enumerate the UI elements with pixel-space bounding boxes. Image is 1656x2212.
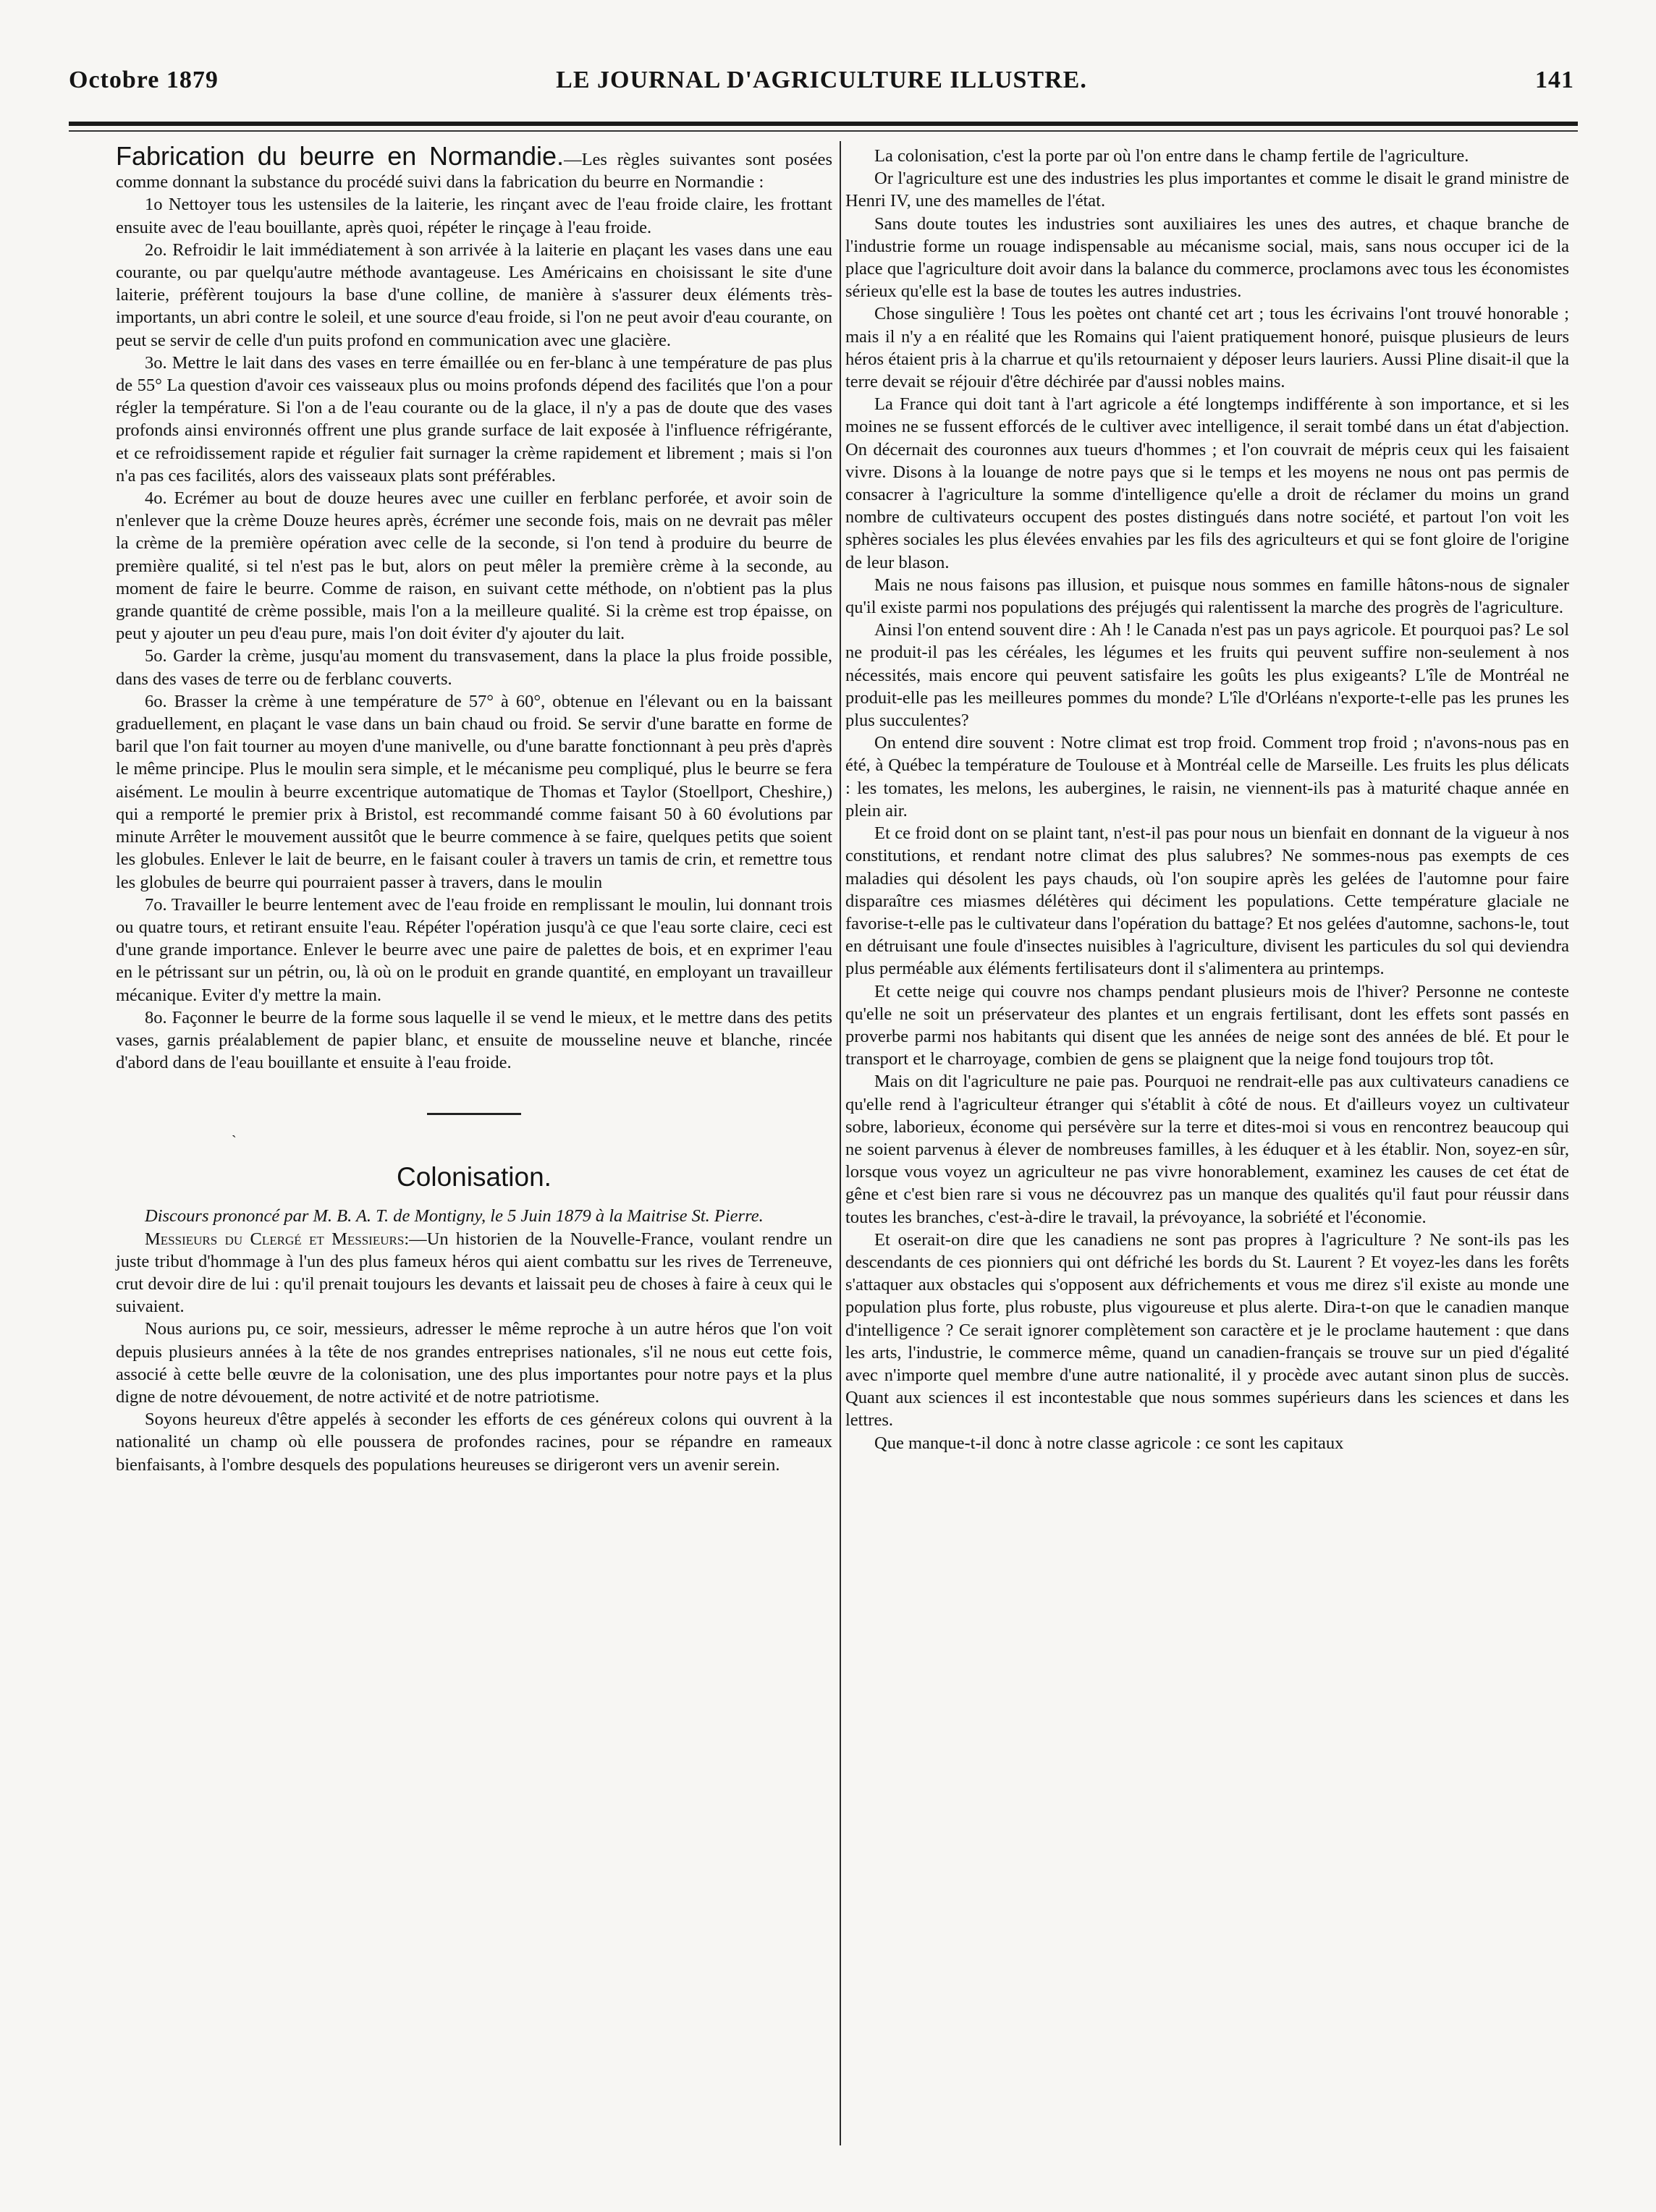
- colonisation-paragraph: La colonisation, c'est la porte par où l'on entre dans le champ fertile de l'agriculture.: [874, 146, 1469, 166]
- colonisation-paragraph: Et ce froid dont on se plaint tant, n'est-il pas pour nous un bienfait en donnant de la vigueur à nos constitutions, et rendant notre climat des plus salubres? Ne sommes-nous pas exempts de ces maladies qui désolent les pays chauds, où l'on soupire après les gelées de l'automne pour faire disparaître ces miasmes délétères qui déciment les populations. Cette température glaciale ne favorise-t-elle pas le cultivateur dans l'opération du battage? Et nos gelées d'automne, sachons-le, tout en détruisant une foule d'insectes nuisibles à l'agriculture, divisent les particules du sol qui deviendra plus perméable aux éléments fertilisateurs dont il s'alimentera au printemps.: [845, 823, 1569, 979]
- header-page-number: 141: [1535, 67, 1574, 93]
- colonisation-paragraph: Soyons heureux d'être appelés à seconder les efforts de ces généreux colons qui ouvrent à la nationalité un champ où elle poussera de profondes racines, pour se répandre en rameaux bienfaisants, à l'ombre desquels des populations heureuses se dirigeront vers un avenir serein.: [116, 1410, 832, 1475]
- header-rule-thick: [69, 122, 1578, 126]
- colonisation-paragraph: On entend dire souvent : Notre climat est trop froid. Comment trop froid ; n'avons-nous pas en été, à Québec la température de Toulouse et à Montréal celle de Marseille. Les fruits les plus délicats : les tomates, les melons, les aubergines, le raisin, ne viennent-ils pas à maturité chaque année en plein air.: [845, 733, 1569, 821]
- column-divider: [840, 141, 841, 2145]
- colonisation-paragraph: Et cette neige qui couvre nos champs pendant plusieurs mois de l'hiver? Personne ne conteste qu'elle ne soit un préservateur des plantes et un engrais fertilisant, dont les effets sont passés en proverbe parmi nos habitants qui disent que les années de neige sont des années de blé. Et pour le transport et le charroyage, combien de gens se plaignent que la neige fond toujours trop tôt.: [845, 981, 1569, 1069]
- colonisation-paragraph: Mais ne nous faisons pas illusion, et puisque nous sommes en famille hâtons-nous de signaler qu'il existe parmi nos populations des préjugés qui ralentissent la marche des progrès de l'agriculture.: [845, 575, 1569, 618]
- colonisation-paragraph: Nous aurions pu, ce soir, messieurs, adresser le même reproche à un autre héros que l'on voit depuis plusieurs années à la tête de nos grandes entreprises nationales, s'il ne nous eut cette fois, associé à cette belle œuvre de la colonisation, une des plus importantes pour notre pays et la plus digne de notre dévouement, de notre activité et de notre patriotisme.: [116, 1319, 832, 1407]
- butter-step: 1o Nettoyer tous les ustensiles de la laiterie, les rinçant avec de l'eau froide claire, les frottant ensuite avec de l'eau bouillante, après quoi, répéter le rinçage à l'eau froide.: [116, 195, 832, 237]
- butter-step: 7o. Travailler le beurre lentement avec de l'eau froide en remplissant le moulin, lui donnant trois ou quatre tours, et retirant ensuite l'eau. Répéter l'opération jusqu'à ce que l'eau sorte claire, ceci est d'une grande importance. Enlever le beurre avec une paire de palettes de bois, et en exprimer l'eau en le pétrissant sur un pétrin, ou, là où on le produit en grande quantité, en employant un travailleur mécanique. Eviter d'y mettre la main.: [116, 894, 832, 1005]
- colonisation-paragraph: Chose singulière ! Tous les poètes ont chanté cet art ; tous les écrivains l'ont trouvé honorable ; mais il n'y a en réalité que les Romains qui l'aient pratiquement honoré, puisque plusieurs de leurs héros étaient pris à la charrue et qu'ils retournaient y déposer leurs lauriers. Aussi Pline disait-il que la terre devait se réjouir d'être déchirée par d'aussi nobles mains.: [845, 304, 1569, 392]
- print-speck: `: [232, 1133, 237, 1150]
- colonisation-paragraph: Sans doute toutes les industries sont auxiliaires les unes des autres, et chaque branche de l'industrie forme un rouage indispensable au mécanisme social, mais, sans nous occuper ici de la place que l'agriculture doit avoir dans la balance du commerce, proclamons avec tous les économistes sérieux qu'elle est la base de toutes les autres industries.: [845, 213, 1569, 302]
- colonisation-opening-paragraph: [116, 1228, 832, 1318]
- butter-step: 4o. Ecrémer au bout de douze heures avec une cuiller en ferblanc perforée, et avoir soin de n'enlever que la crème Douze heures après, écrémer une seconde fois, mais on ne devrait pas mêler la crème de la première opération avec celle de la seconde, si l'on tend à produire du beurre de première qualité, si tel n'est pas le but, alors on peut mêler la première crème à la seconde, au moment de faire le beurre. Comme de raison, en suivant cette méthode, on n'obtient pas la plus grande quantité de crème possible, mais l'on a la meilleure qualité. Si la crème est trop épaisse, on peut y ajouter un peu d'eau pure, mais l'on doit éviter d'y ajouter du lait.: [116, 488, 832, 644]
- colonisation-paragraph: Or l'agriculture est une des industries les plus importantes et comme le disait le grand ministre de Henri IV, une des mamelles de l'état.: [845, 169, 1569, 211]
- butter-step: 5o. Garder la crème, jusqu'au moment du transvasement, dans la place la plus froide possible, dans des vases de terre ou de ferblanc couverts.: [116, 646, 832, 689]
- butter-step: 6o. Brasser la crème à une température de 57° à 60°, obtenue en l'élevant ou en la baissant graduellement, en plaçant le vase dans un bain chaud ou froid. Se servir d'une baratte en forme de baril que l'on fait tourner au moyen d'une manivelle, ou d'une baratte fonctionnant à peu près d'après le même principe. Plus le moulin sera simple, et le mécanisme peu compliqué, plus le beurre se fera aisément. Le moulin à beurre excentrique automatique de Thomas et Taylor (Stoellport, Cheshire,) qui a remporté le premier prix à Bristol, est recommandé comme faisant 50 à 60 évolutions par minute Arrêter le mouvement aussitôt que le beurre commence à se faire, quelques petits que soient les globules. Enlever le lait de beurre, en le faisant couler à travers un tamis de crin, et remettre tous les globules de beurre qui pourraient passer à travers, dans le moulin: [116, 691, 832, 892]
- colonisation-paragraph: Que manque-t-il donc à notre classe agricole : ce sont les capitaux: [874, 1433, 1344, 1453]
- article-colonisation-byline: Discours prononcé par M. B. A. T. de Montigny, le 5 Juin 1879 à la Maitrise St. Pierre.: [145, 1206, 764, 1226]
- article-butter-intro: —Les règles suivantes sont posées comme donnant la substance du procédé suivi dans la fabrication du beurre en Normandie :: [116, 150, 833, 192]
- article-butter-title: Fabrication du beurre en Normandie.: [116, 141, 565, 171]
- header-rule-thin: [69, 130, 1578, 132]
- salutation: Messieurs du Clergé et Messieurs: [145, 1229, 405, 1249]
- butter-step: 2o. Refroidir le lait immédiatement à son arrivée à la laiterie en plaçant les vases dans une eau courante, ou par quelqu'autre méthode avantageuse. Les Américains en choisissant le site d'une laiterie, préfèrent toujours la base d'une colline, de manière à s'assurer deux éléments très-importants, un abri contre le soleil, et une source d'eau froide, si l'on ne peut avoir d'eau courante, on peut se servir de celle d'un puits profond en communication avec une glacière.: [116, 240, 832, 350]
- colonisation-paragraph: La France qui doit tant à l'art agricole a été longtemps indifférente à son importance, et si les moines ne se fussent efforcés de le cultiver avec intelligence, il serait tombé dans un état d'abjection. On décernait des couronnes aux tueurs d'hommes ; et l'on couvrait de mépris ceux qui les faisaient vivre. Disons à la louange de notre pays que si le temps et les moyens ne nous ont pas permis de consacrer à l'agriculture la somme d'intelligence qu'elle a droit de réclamer du moins un grand nombre de cultivateurs occupent des postes distingués dans notre société, et partout l'on voit les sphères sociales les plus élevées envahies par les fils des agriculteurs et qui se font gloire de l'origine de leur blason.: [845, 394, 1569, 572]
- page-header: [69, 67, 1574, 104]
- colonisation-paragraph: Et oserait-on dire que les canadiens ne sont pas propres à l'agriculture ? Ne sont-ils pas les descendants de ces pionniers qui ont défriché les bords du St. Laurent ? Et voyez-les dans les forêts s'attaquer aux obstacles qui s'opposent aux défrichements et vous me direz s'il existe au monde une population plus forte, plus robuste, plus vigoureuse et plus alerte. Dira-t-on que le canadien manque d'intelligence ? Ce serait ignorer complètement son caractère et je le proclame hautement : que dans les arts, l'industrie, le commerce même, quand un canadien-français se trouve sur un pied d'égalité avec n'importe quel membre d'une autre nationalité, il y procède avec autant sinon plus de succès. Quant aux sciences il est incontestable que nous sommes supérieurs dans les sciences et dans les lettres.: [845, 1229, 1569, 1431]
- header-date: Octobre 1879: [69, 67, 219, 93]
- article-butter-intro-paragraph: [116, 141, 833, 193]
- header-journal-title: LE JOURNAL D'AGRICULTURE ILLUSTRE.: [556, 67, 1087, 93]
- colonisation-paragraph: Ainsi l'on entend souvent dire : Ah ! le Canada n'est pas un pays agricole. Et pourquoi pas? Le sol ne produit-il pas les céréales, les légumes et les fruits qui peuvent suffire non-seulement à nos nécessités, mais encore qui peuvent satisfaire les goûts les plus exigeants? L'île de Montréal ne produit-elle pas les meilleures pommes du monde? L'île d'Orléans n'exporte-t-elle pas les prunes les plus succulentes?: [845, 620, 1569, 731]
- opening-text: :—Un historien de la Nouvelle-France, voulant rendre un juste tribut d'hommage à l'un des plus fameux héros qui aient combattu sur les rives de Terreneuve, crut devoir dire de lui : qu'il prenait toujours les devants et laissait peu de choses à faire à ceux qui le suivaient.: [116, 1229, 833, 1317]
- butter-step: 8o. Façonner le beurre de la forme sous laquelle il se vend le mieux, et le mettre dans des petits vases, garnis préalablement de papier blanc, et ensuite de mousseline neuve et blanche, rincée d'abord dans de l'eau bouillante et ensuite à l'eau froide.: [116, 1007, 832, 1073]
- article-colonisation-title: Colonisation.: [397, 1162, 552, 1192]
- section-separator: [427, 1113, 521, 1115]
- right-column: [845, 145, 1569, 1454]
- butter-step: 3o. Mettre le lait dans des vases en terre émaillée ou en fer-blanc à une température de pas plus de 55° La question d'avoir ces vaisseaux plus ou moins profonds dépend des facilités que l'on a pour régler la température. Si l'on a de l'eau courante ou de la glace, il n'y a pas de doute que des vases profonds ainsi environnés offrent une plus grande surface de lait exposée à l'influence réfrigérante, et ce refroidissement rapide et régulier fait surnager la crème rapidement et librement ; mais si l'on n'a pas ces facilités, alors des vaisseaux plats sont préférables.: [116, 352, 832, 486]
- left-column: [116, 141, 833, 1476]
- colonisation-paragraph: Mais on dit l'agriculture ne paie pas. Pourquoi ne rendrait-elle pas aux cultivateurs canadiens ce qu'elle rend à l'agriculteur étranger qui s'établit à côté de nous. Et d'ailleurs voyez un cultivateur sobre, laborieux, économe qui persévère sur la terre et dites-moi si vous en rencontrez beaucoup qui ne soient parvenus à élever de nombreuses familles, à les éduquer et à les établir. Non, soyez-en sûr, lorsque vous voyez un agriculteur ne pas vivre honorablement, examinez les causes de cet état de gêne et c'est bien rare si vous ne découvrez pas un manque des qualités qu'il faut pour réussir dans toutes les branches, c'est-à-dire le travail, la prévoyance, la sobriété et l'économie.: [845, 1072, 1569, 1227]
